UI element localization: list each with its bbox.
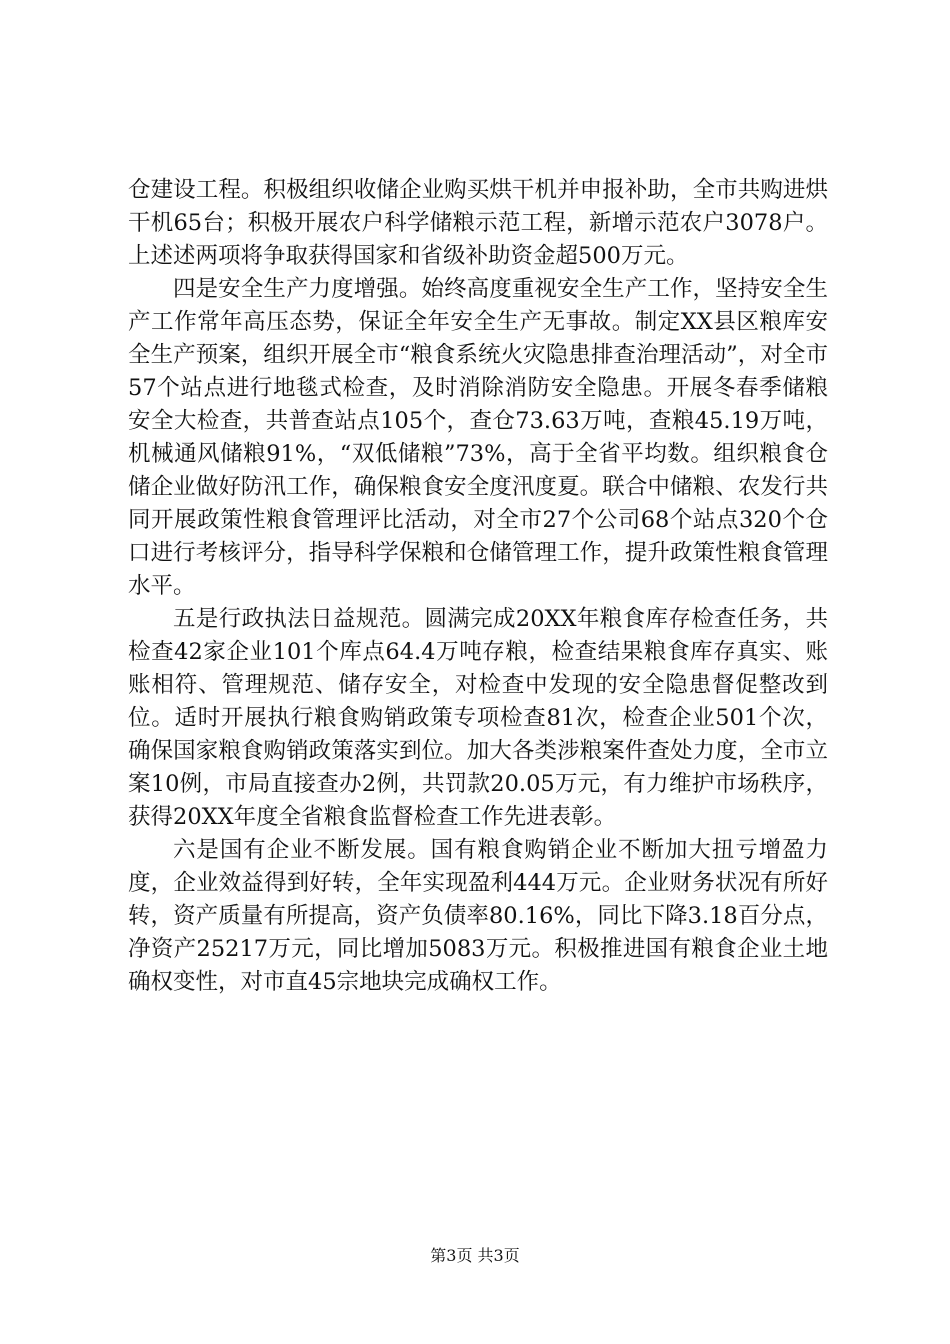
page-number-label: 第3页 共3页 (430, 1246, 520, 1265)
paragraph-continuation: 仓建设工程。积极组织收储企业购买烘干机并申报补助，全市共购进烘干机65台；积极开展农户科学储粮示范工程，新增示范农户3078户。上述述两项将争取获得国家和省级补助资金超500万元。 (128, 177, 828, 269)
paragraph-law-enforcement: 五是行政执法日益规范。圆满完成20XX年粮食库存检查任务，共检查42家企业101个库点64.4万吨存粮，检查结果粮食库存真实、账账相符、管理规范、储存安全，对检查中发现的安全隐患督促整改到位。适时开展执行粮食购销政策专项检查81次，检查企业501个次，确保国家粮食购销政策落实到位。加大各类涉粮案件查处力度，全市立案10例，市局直接查办2例，共罚款20.05万元，有力维护市场秩序，获得20XX年度全省粮食监督检查工作先进表彰。 (128, 606, 828, 830)
document-body (128, 174, 828, 999)
paragraph-safety-production: 四是安全生产力度增强。始终高度重视安全生产工作，坚持安全生产工作常年高压态势，保证全年安全生产无事故。制定XX县区粮库安全生产预案，组织开展全市“粮食系统火灾隐患排查治理活动”，对全市57个站点进行地毯式检查，及时消除消防安全隐患。开展冬春季储粮安全大检查，共普查站点105个，查仓73.63万吨，查粮45.19万吨，机械通风储粮91%，“双低储粮”73%，高于全省平均数。组织粮食仓储企业做好防汛工作，确保粮食安全度汛度夏。联合中储粮、农发行共同开展政策性粮食管理评比活动，对全市27个公司68个站点320个仓口进行考核评分，指导科学保粮和仓储管理工作，提升政策性粮食管理水平。 (128, 276, 828, 599)
page-footer (0, 1243, 950, 1266)
paragraph-state-enterprise: 六是国有企业不断发展。国有粮食购销企业不断加大扭亏增盈力度，企业效益得到好转，全年实现盈利444万元。企业财务状况有所好转，资产质量有所提高，资产负债率80.16%，同比下降3.18百分点，净资产25217万元，同比增加5083万元。积极推进国有粮食企业土地确权变性，对市直45宗地块完成确权工作。 (128, 837, 828, 995)
